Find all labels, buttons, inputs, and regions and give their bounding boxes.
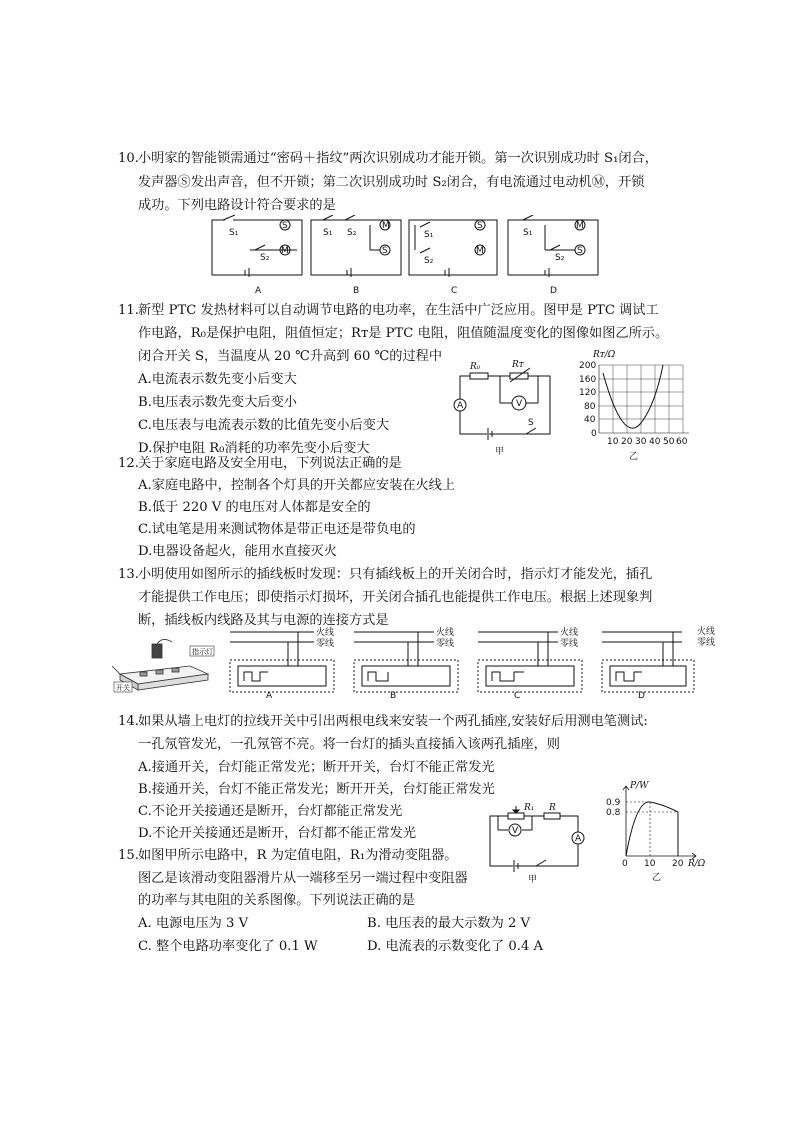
q11-option-b: B.电压表示数先变大后变小 <box>138 395 297 410</box>
svg-text:80: 80 <box>584 402 596 412</box>
svg-text:60: 60 <box>676 437 688 447</box>
q12-option-c: C.试电笔是用来测试物体是带正电还是带负电的 <box>138 522 416 537</box>
q15-fig-jia: 甲 <box>528 875 538 884</box>
q11-graph-yi <box>563 345 695 463</box>
svg-text:20: 20 <box>621 437 633 447</box>
q11-stem-line3: 闭合开关 S，当温度从 20 ℃升高到 60 ℃的过程中 <box>138 349 443 364</box>
svg-text:C: C <box>514 691 521 700</box>
svg-text:R: R <box>549 803 556 813</box>
q11-circuit-jia <box>448 358 558 458</box>
svg-text:V: V <box>512 826 519 836</box>
q10-circuit-d <box>508 215 598 277</box>
q15-fig-yi: 乙 <box>652 873 662 883</box>
q13-stem-line2: 才能提供工作电压；即使指示灯损坏，开关闭合插孔也能提供工作电压。根据上述现象判 <box>138 590 653 605</box>
q10-label-a: A <box>255 286 262 296</box>
svg-text:S₁: S₁ <box>229 228 239 238</box>
q15-stem-line1: 如图甲所示电路中，R 为定值电阻，R₁为滑动变阻器。 <box>138 848 458 863</box>
q13-fire-d: 火线 <box>697 627 716 637</box>
svg-text:零线: 零线 <box>316 639 335 649</box>
q15-option-a: A. 电源电压为 3 V <box>138 916 249 931</box>
q15-number: 15. <box>118 848 139 863</box>
svg-text:V: V <box>516 399 523 409</box>
svg-text:M: M <box>281 246 289 256</box>
svg-text:火线: 火线 <box>316 628 335 638</box>
svg-text:S₂: S₂ <box>260 253 270 263</box>
q14-stem-line1: 如果从墙上电灯的拉线开关中引出两根电线来安装一个两孔插座,安装好后用测电笔测试: <box>138 714 648 729</box>
svg-text:0.8: 0.8 <box>606 808 621 818</box>
svg-text:120: 120 <box>579 388 597 398</box>
q10-stem-line3: 成功。下列电路设计符合要求的是 <box>138 198 336 213</box>
q15-stem-line3: 的功率与其电阻的关系图像。下列说法正确的是 <box>138 893 415 908</box>
svg-text:0: 0 <box>591 429 597 439</box>
q13-number: 13. <box>118 567 139 582</box>
q11-graph-ylabel: Rᴛ/Ω <box>593 350 616 360</box>
q15-stem-line2: 图乙是该滑动变阻器滑片从一端移至另一端过程中变阻器 <box>138 871 468 886</box>
svg-text:160: 160 <box>579 375 597 385</box>
q14-option-c: C.不论开关接通还是断开，台灯都能正常发光 <box>138 804 403 819</box>
q11-stem-line1: 新型 PTC 发热材料可以自动调节电路的电功率，在生活中广泛应用。图甲是 PTC 调试工 <box>138 303 659 318</box>
svg-text:S₂: S₂ <box>424 256 434 266</box>
q13-stem-line1: 小明使用如图所示的插线板时发现：只有插线板上的开关闭合时，指示灯才能发光，插孔 <box>138 567 653 582</box>
svg-text:S₂: S₂ <box>347 228 357 238</box>
q11-fig-yi: 乙 <box>629 452 639 462</box>
q10-label-b: B <box>353 286 360 296</box>
svg-text:0.9: 0.9 <box>606 798 621 808</box>
svg-text:S: S <box>528 418 534 428</box>
q12-option-b: B.低于 220 V 的电压对人体都是安全的 <box>138 500 371 515</box>
q14-option-b: B.接通开关，台灯不能正常发光；断开开关，台灯能正常发光 <box>138 782 495 797</box>
svg-text:M: M <box>576 221 584 231</box>
svg-text:A: A <box>457 401 464 411</box>
svg-text:R₁: R₁ <box>524 803 535 813</box>
q12-stem: 关于家庭电路及安全用电，下列说法正确的是 <box>138 456 402 471</box>
q11-number: 11. <box>118 303 139 318</box>
svg-text:R₀: R₀ <box>470 362 481 372</box>
q11-option-d: D.保护电阻 R₀消耗的功率先变小后变大 <box>138 441 370 456</box>
q15-option-c: C. 整个电路功率变化了 0.1 W <box>138 939 318 954</box>
q14-number: 14. <box>118 714 139 729</box>
svg-text:S: S <box>382 246 388 256</box>
q13-power-strip-photo <box>112 636 220 696</box>
svg-text:A: A <box>575 834 582 844</box>
svg-text:A: A <box>266 691 273 700</box>
svg-text:火线: 火线 <box>436 628 455 638</box>
svg-text:B: B <box>390 691 397 700</box>
q10-circuit-c <box>409 220 497 277</box>
q12-option-d: D.电器设备起火，能用水直接灭火 <box>138 544 337 559</box>
svg-text:20: 20 <box>672 859 684 869</box>
q15-option-b: B. 电压表的最大示数为 2 V <box>367 916 531 931</box>
q10-circuit-diagrams <box>205 215 605 297</box>
svg-text:40: 40 <box>584 415 596 425</box>
svg-text:M: M <box>382 221 390 231</box>
svg-text:S₁: S₁ <box>523 228 533 238</box>
q15-graph-ylabel: P/W <box>630 781 649 791</box>
q14-stem-line2: 一孔氖管发光，一孔氖管不亮。将一台灯的插头直接插入该两孔插座，则 <box>138 737 560 752</box>
q12-option-a: A.家庭电路中，控制各个灯具的开关都应安装在火线上 <box>138 478 456 493</box>
svg-text:50: 50 <box>663 437 675 447</box>
svg-text:S: S <box>477 221 483 231</box>
q11-stem-line2: 作电路，R₀是保护电阻，阻值恒定；Rᴛ是 PTC 电阻，阻值随温度变化的图像如图乙所示。 <box>138 326 669 341</box>
q11-option-c: C.电压表与电流表示数的比值先变小后变大 <box>138 418 390 433</box>
q12-number: 12. <box>118 456 139 471</box>
q10-number: 10. <box>118 151 139 166</box>
svg-text:30: 30 <box>635 437 647 447</box>
svg-text:S: S <box>577 246 583 256</box>
q11-option-a: A.电流表示数先变小后变大 <box>138 372 297 387</box>
svg-text:S₂: S₂ <box>555 253 565 263</box>
q11-fig-jia: 甲 <box>495 447 505 457</box>
svg-text:M: M <box>476 246 484 256</box>
svg-text:10: 10 <box>607 437 619 447</box>
svg-text:0: 0 <box>622 859 628 869</box>
svg-text:火线: 火线 <box>560 628 579 638</box>
svg-text:40: 40 <box>649 437 661 447</box>
q14-option-d: D.不论开关接通还是断开，台灯都不能正常发光 <box>138 826 417 841</box>
svg-text:S: S <box>282 221 288 231</box>
q13-wiring-options <box>228 626 696 700</box>
q15-circuit-jia <box>484 802 588 884</box>
q15-graph-yi <box>596 780 714 884</box>
q10-stem-line1: 小明家的智能锁需通过“密码＋指纹”两次识别成功才能开锁。第一次识别成功时 S₁闭合， <box>138 151 658 166</box>
q13-stem-line3: 断，插线板内线路及其与电源的连接方式是 <box>138 613 389 628</box>
q15-option-d: D. 电流表的示数变化了 0.4 A <box>367 939 544 954</box>
q13-switch-label: 开关 <box>116 684 130 692</box>
svg-text:S₁: S₁ <box>323 228 333 238</box>
q14-option-a: A.接通开关，台灯能正常发光；断开开关，台灯不能正常发光 <box>138 760 495 775</box>
svg-text:S₁: S₁ <box>424 230 434 240</box>
q10-stem-line2: 发声器Ⓢ发出声音，但不开锁；第二次识别成功时 S₂闭合，有电流通过电动机Ⓜ，开锁 <box>138 175 645 190</box>
q13-indicator-label: 指示灯 <box>192 648 213 656</box>
q10-label-c: C <box>451 286 458 296</box>
svg-text:D: D <box>638 691 645 700</box>
svg-text:10: 10 <box>644 859 656 869</box>
q15-graph-xlabel: R/Ω <box>688 859 706 869</box>
q13-zero-d: 零线 <box>697 638 716 648</box>
svg-text:零线: 零线 <box>560 639 579 649</box>
svg-text:Rᴛ: Rᴛ <box>512 360 524 370</box>
svg-text:零线: 零线 <box>436 639 455 649</box>
svg-text:200: 200 <box>579 361 597 371</box>
q10-label-d: D <box>550 286 557 296</box>
